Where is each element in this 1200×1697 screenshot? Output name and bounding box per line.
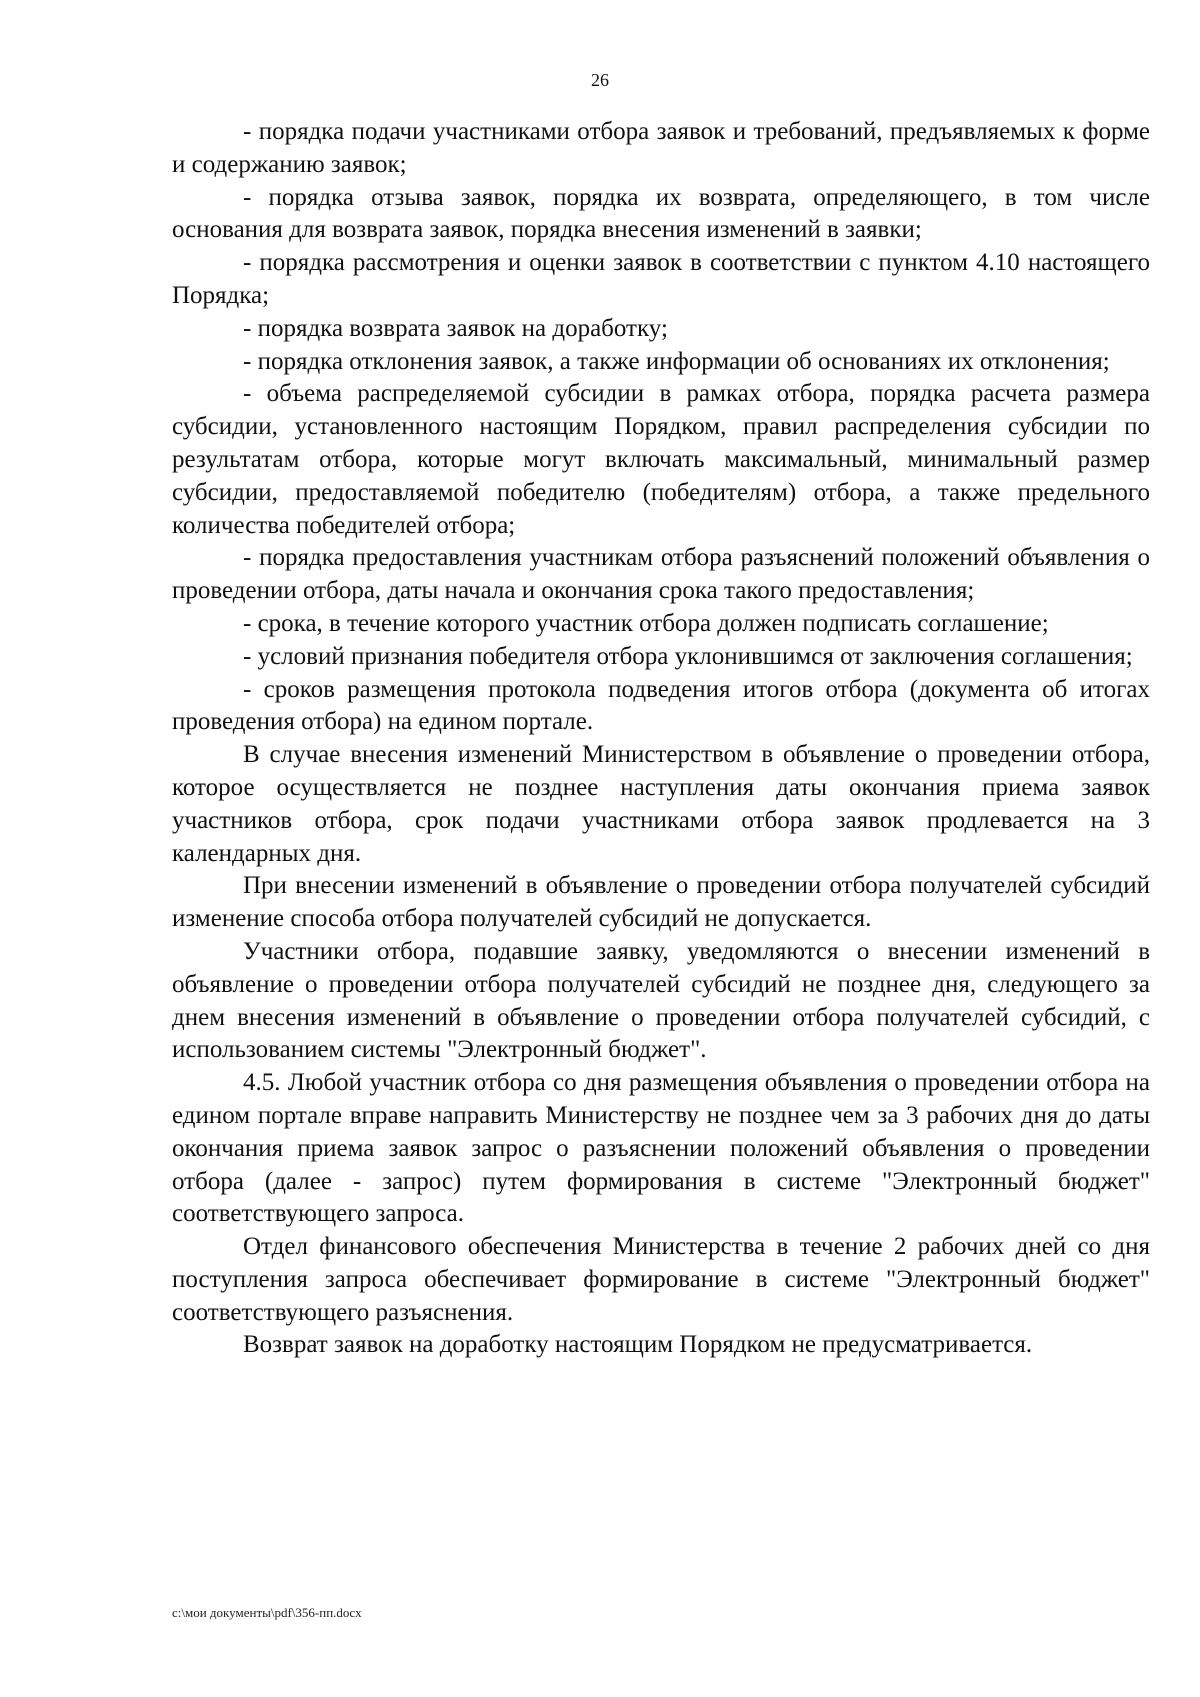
paragraph-1: - порядка подачи участниками отбора заявок и требований, предъявляемых к форме и содержанию заявок; bbox=[172, 118, 1150, 178]
footer-file-path: c:\мои документы\pdf\356-пп.docx bbox=[172, 1605, 362, 1620]
paragraph-3: - порядка рассмотрения и оценки заявок в соответствии с пунктом 4.10 настоящего Порядка; bbox=[172, 249, 1150, 309]
paragraph-15: Отдел финансового обеспечения Министерства в течение 2 рабочих дней со дня поступления запроса обеспечивает формирование в системе "Электронный бюджет" соответствующего разъяснения. bbox=[172, 1233, 1150, 1326]
paragraph-13: Участники отбора, подавшие заявку, уведомляются о внесении изменений в объявление о проведении отбора получателей субсидий не позднее дня, следующего за днем внесения изменений в объявление о проведении отбора получателей субсидий, с использованием системы "Электронный бюджет". bbox=[172, 937, 1150, 1064]
paragraph-10: - сроков размещения протокола подведения итогов отбора (документа об итогах проведения отбора) на едином портале. bbox=[172, 675, 1150, 736]
paragraph-14: 4.5. Любой участник отбора со дня размещения объявления о проведении отбора на едином портале вправе направить Министерству не позднее чем за 3 рабочих дня до даты окончания приема заявок запрос о разъяснении положений объявления о проведении отбора (далее - запрос) путем формирования в системе "Электронный бюджет" соответствующего запроса. bbox=[172, 1069, 1150, 1228]
paragraph-16: Возврат заявок на доработку настоящим Порядком не предусматривается. bbox=[243, 1331, 1033, 1359]
paragraph-9: - условий признания победителя отбора уклонившимся от заключения соглашения; bbox=[243, 642, 1133, 670]
document-body bbox=[172, 116, 1150, 1362]
paragraph-8: - срока, в течение которого участник отбора должен подписать соглашение; bbox=[243, 609, 1049, 637]
paragraph-7: - порядка предоставления участникам отбора разъяснений положений объявления о проведении отбора, даты начала и окончания срока такого предоставления; bbox=[172, 544, 1150, 605]
paragraph-5: - порядка отклонения заявок, а также информации об основаниях их отклонения; bbox=[243, 347, 1110, 375]
paragraph-12: При внесении изменений в объявление о проведении отбора получателей субсидий изменение способа отбора получателей субсидий не допускается. bbox=[172, 872, 1150, 933]
paragraph-4: - порядка возврата заявок на доработку; bbox=[243, 314, 668, 342]
paragraph-2: - порядка отзыва заявок, порядка их возврата, определяющего, в том числе основания для возврата заявок, порядка внесения изменений в заявки; bbox=[172, 183, 1150, 244]
page-number: 26 bbox=[591, 70, 609, 90]
paragraph-11: В случае внесения изменений Министерством в объявление о проведении отбора, которое осуществляется не позднее наступления даты окончания приема заявок участников отбора, срок подачи участниками отбора заявок продлевается на 3 календарных дня. bbox=[172, 741, 1150, 867]
paragraph-6: - объема распределяемой субсидии в рамках отбора, порядка расчета размера субсидии, установленного настоящим Порядком, правил распределения субсидии по результатам отбора, которые могут включать максимальный, минимальный размер субсидии, предоставляемой победителю (победителям) отбора, а также предельного количества победителей отбора; bbox=[172, 380, 1150, 539]
